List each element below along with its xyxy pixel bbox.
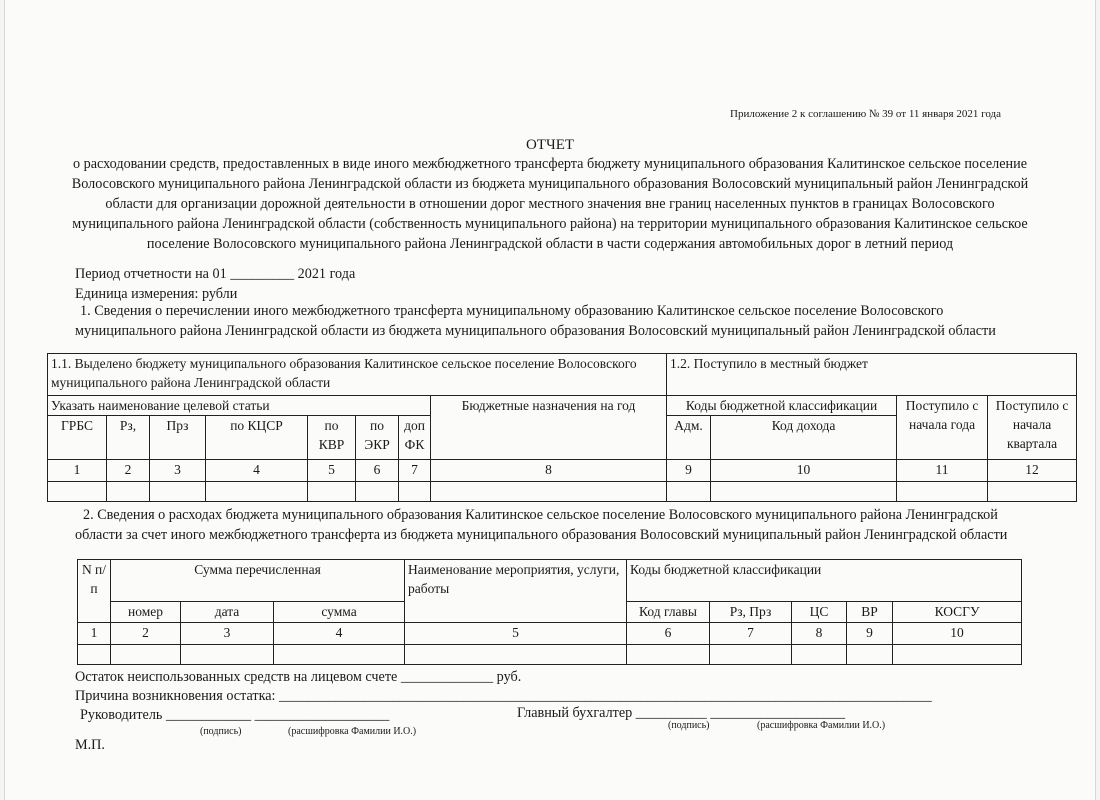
received-year-header: Поступило с начала года	[897, 396, 988, 460]
remainder-line: Остаток неиспользованных средств на лицевом счете _____________ руб.	[75, 669, 522, 685]
col-head-code: Код главы	[627, 602, 710, 623]
table-cell	[150, 482, 206, 502]
stamp-place: М.П.	[75, 737, 105, 753]
col-grbs: ГРБС	[48, 416, 107, 460]
col-ekr: по ЭКР	[356, 416, 399, 460]
sub-number: номер	[111, 602, 181, 623]
accountant-signature-line: Главный бухгалтер __________ ___________________	[517, 705, 846, 721]
num2-6: 6	[627, 623, 710, 645]
num2-9: 9	[847, 623, 893, 645]
sub-sum: сумма	[274, 602, 405, 623]
table-cell	[792, 645, 847, 665]
table-cell	[893, 645, 1022, 665]
col-prz: Прз	[150, 416, 206, 460]
head-signature-line: Руководитель ____________ ___________________	[80, 707, 390, 723]
col-rz: Рз,	[107, 416, 150, 460]
col-income-code: Код дохода	[711, 416, 897, 460]
sub-date: дата	[181, 602, 274, 623]
table-cell	[181, 645, 274, 665]
reporting-period: Период отчетности на 01 _________ 2021 года	[75, 266, 356, 282]
num2-3: 3	[181, 623, 274, 645]
table-cell	[399, 482, 431, 502]
table-transfer	[47, 353, 1077, 502]
num-7: 7	[399, 460, 431, 482]
table-cell	[107, 482, 150, 502]
budget-assign-header: Бюджетные назначения на год	[431, 396, 667, 460]
table-cell	[206, 482, 308, 502]
section2-heading: 2. Сведения о расходах бюджета муниципального образования Калитинское сельское поселение Волосовского муниципального района Ленинградской области за счет иного межбюджетного трансферта из бюджета муниципального образования Волосовский муниципальный район Ленинградской области	[75, 507, 1008, 543]
num2-4: 4	[274, 623, 405, 645]
num2-10: 10	[893, 623, 1022, 645]
num2-5: 5	[405, 623, 627, 645]
target-article-header: Указать наименование целевой статьи	[48, 396, 431, 416]
table-cell	[431, 482, 667, 502]
decoding-caption-1: (расшифровка Фамилии И.О.)	[288, 726, 417, 737]
num2-2: 2	[111, 623, 181, 645]
col-vr: ВР	[847, 602, 893, 623]
report-title: ОТЧЕТ	[525, 137, 575, 153]
sum-transferred-header: Сумма перечисленная	[111, 560, 405, 602]
table-expenses	[77, 559, 1022, 665]
num-8: 8	[431, 460, 667, 482]
table-cell	[711, 482, 897, 502]
table-cell	[356, 482, 399, 502]
num2-7: 7	[710, 623, 792, 645]
report-subtitle: о расходовании средств, предоставленных в виде иного межбюджетного трансферта бюджету муниципального образования Калитинское сельское поселение Волосовского муниципального района Ленинградской области из бюджета муниципального образования Волосовский муниципальный район Ленинградской области для организации дорожной деятельности в отношении дорог местного значения вне границ населенных пунктов в границах Волосовского муниципального района Ленинградской области (собственность муниципального района) на территории муниципального образования Калитинское сельское поселение Волосовского муниципального района Ленинградской области в части содержания автомобильных дорог в летний период	[71, 156, 1029, 252]
table-cell	[897, 482, 988, 502]
unit-of-measure: Единица измерения: рубли	[75, 286, 238, 302]
table-cell	[78, 645, 111, 665]
table-cell	[627, 645, 710, 665]
num-9: 9	[667, 460, 711, 482]
allocated-cell: 1.1. Выделено бюджету муниципального образования Калитинское сельское поселение Волосовского муниципального района Ленинградской области	[48, 354, 667, 396]
decoding-caption-2: (расшифровка Фамилии И.О.)	[757, 720, 886, 731]
col-adm: Адм.	[667, 416, 711, 460]
num-11: 11	[897, 460, 988, 482]
table-cell	[111, 645, 181, 665]
codes-header-2: Коды бюджетной классификации	[627, 560, 1022, 602]
col-kosgu: КОСГУ	[893, 602, 1022, 623]
activity-header: Наименование мероприятия, услуги, работы	[405, 560, 627, 623]
codes-header: Коды бюджетной классификации	[667, 396, 897, 416]
signature-caption-2: (подпись)	[668, 720, 710, 731]
num2-1: 1	[78, 623, 111, 645]
section1-heading: 1. Сведения о перечислении иного межбюджетного трансферта муниципальному образованию Калитинское сельское поселение Волосовского муниципального района Ленинградской области из бюджета муниципального образования Волосовский муниципальный район Ленинградской области	[75, 303, 996, 339]
col-kcsr: по КЦСР	[206, 416, 308, 460]
table-cell	[667, 482, 711, 502]
table-cell	[710, 645, 792, 665]
num-2: 2	[107, 460, 150, 482]
num-12: 12	[988, 460, 1077, 482]
table-cell	[308, 482, 356, 502]
table-cell	[988, 482, 1077, 502]
received-quarter-header: Поступило с начала квартала	[988, 396, 1077, 460]
col-cs: ЦС	[792, 602, 847, 623]
num-6: 6	[356, 460, 399, 482]
num-10: 10	[711, 460, 897, 482]
num2-8: 8	[792, 623, 847, 645]
col-dop-fk: доп ФК	[399, 416, 431, 460]
reason-line: Причина возникновения остатка: ____________________________________________________________________________________________	[75, 688, 932, 704]
col-num: N п/п	[78, 560, 111, 623]
appendix-note: Приложение 2 к соглашению № 39 от 11 января 2021 года	[730, 108, 1002, 120]
num-1: 1	[48, 460, 107, 482]
num-5: 5	[308, 460, 356, 482]
table-cell	[847, 645, 893, 665]
table-cell	[405, 645, 627, 665]
signature-caption-1: (подпись)	[200, 726, 242, 737]
col-kvr: по КВР	[308, 416, 356, 460]
col-rz-prz: Рз, Прз	[710, 602, 792, 623]
received-cell: 1.2. Поступило в местный бюджет	[667, 354, 1077, 396]
num-3: 3	[150, 460, 206, 482]
table-cell	[274, 645, 405, 665]
num-4: 4	[206, 460, 308, 482]
table-cell	[48, 482, 107, 502]
